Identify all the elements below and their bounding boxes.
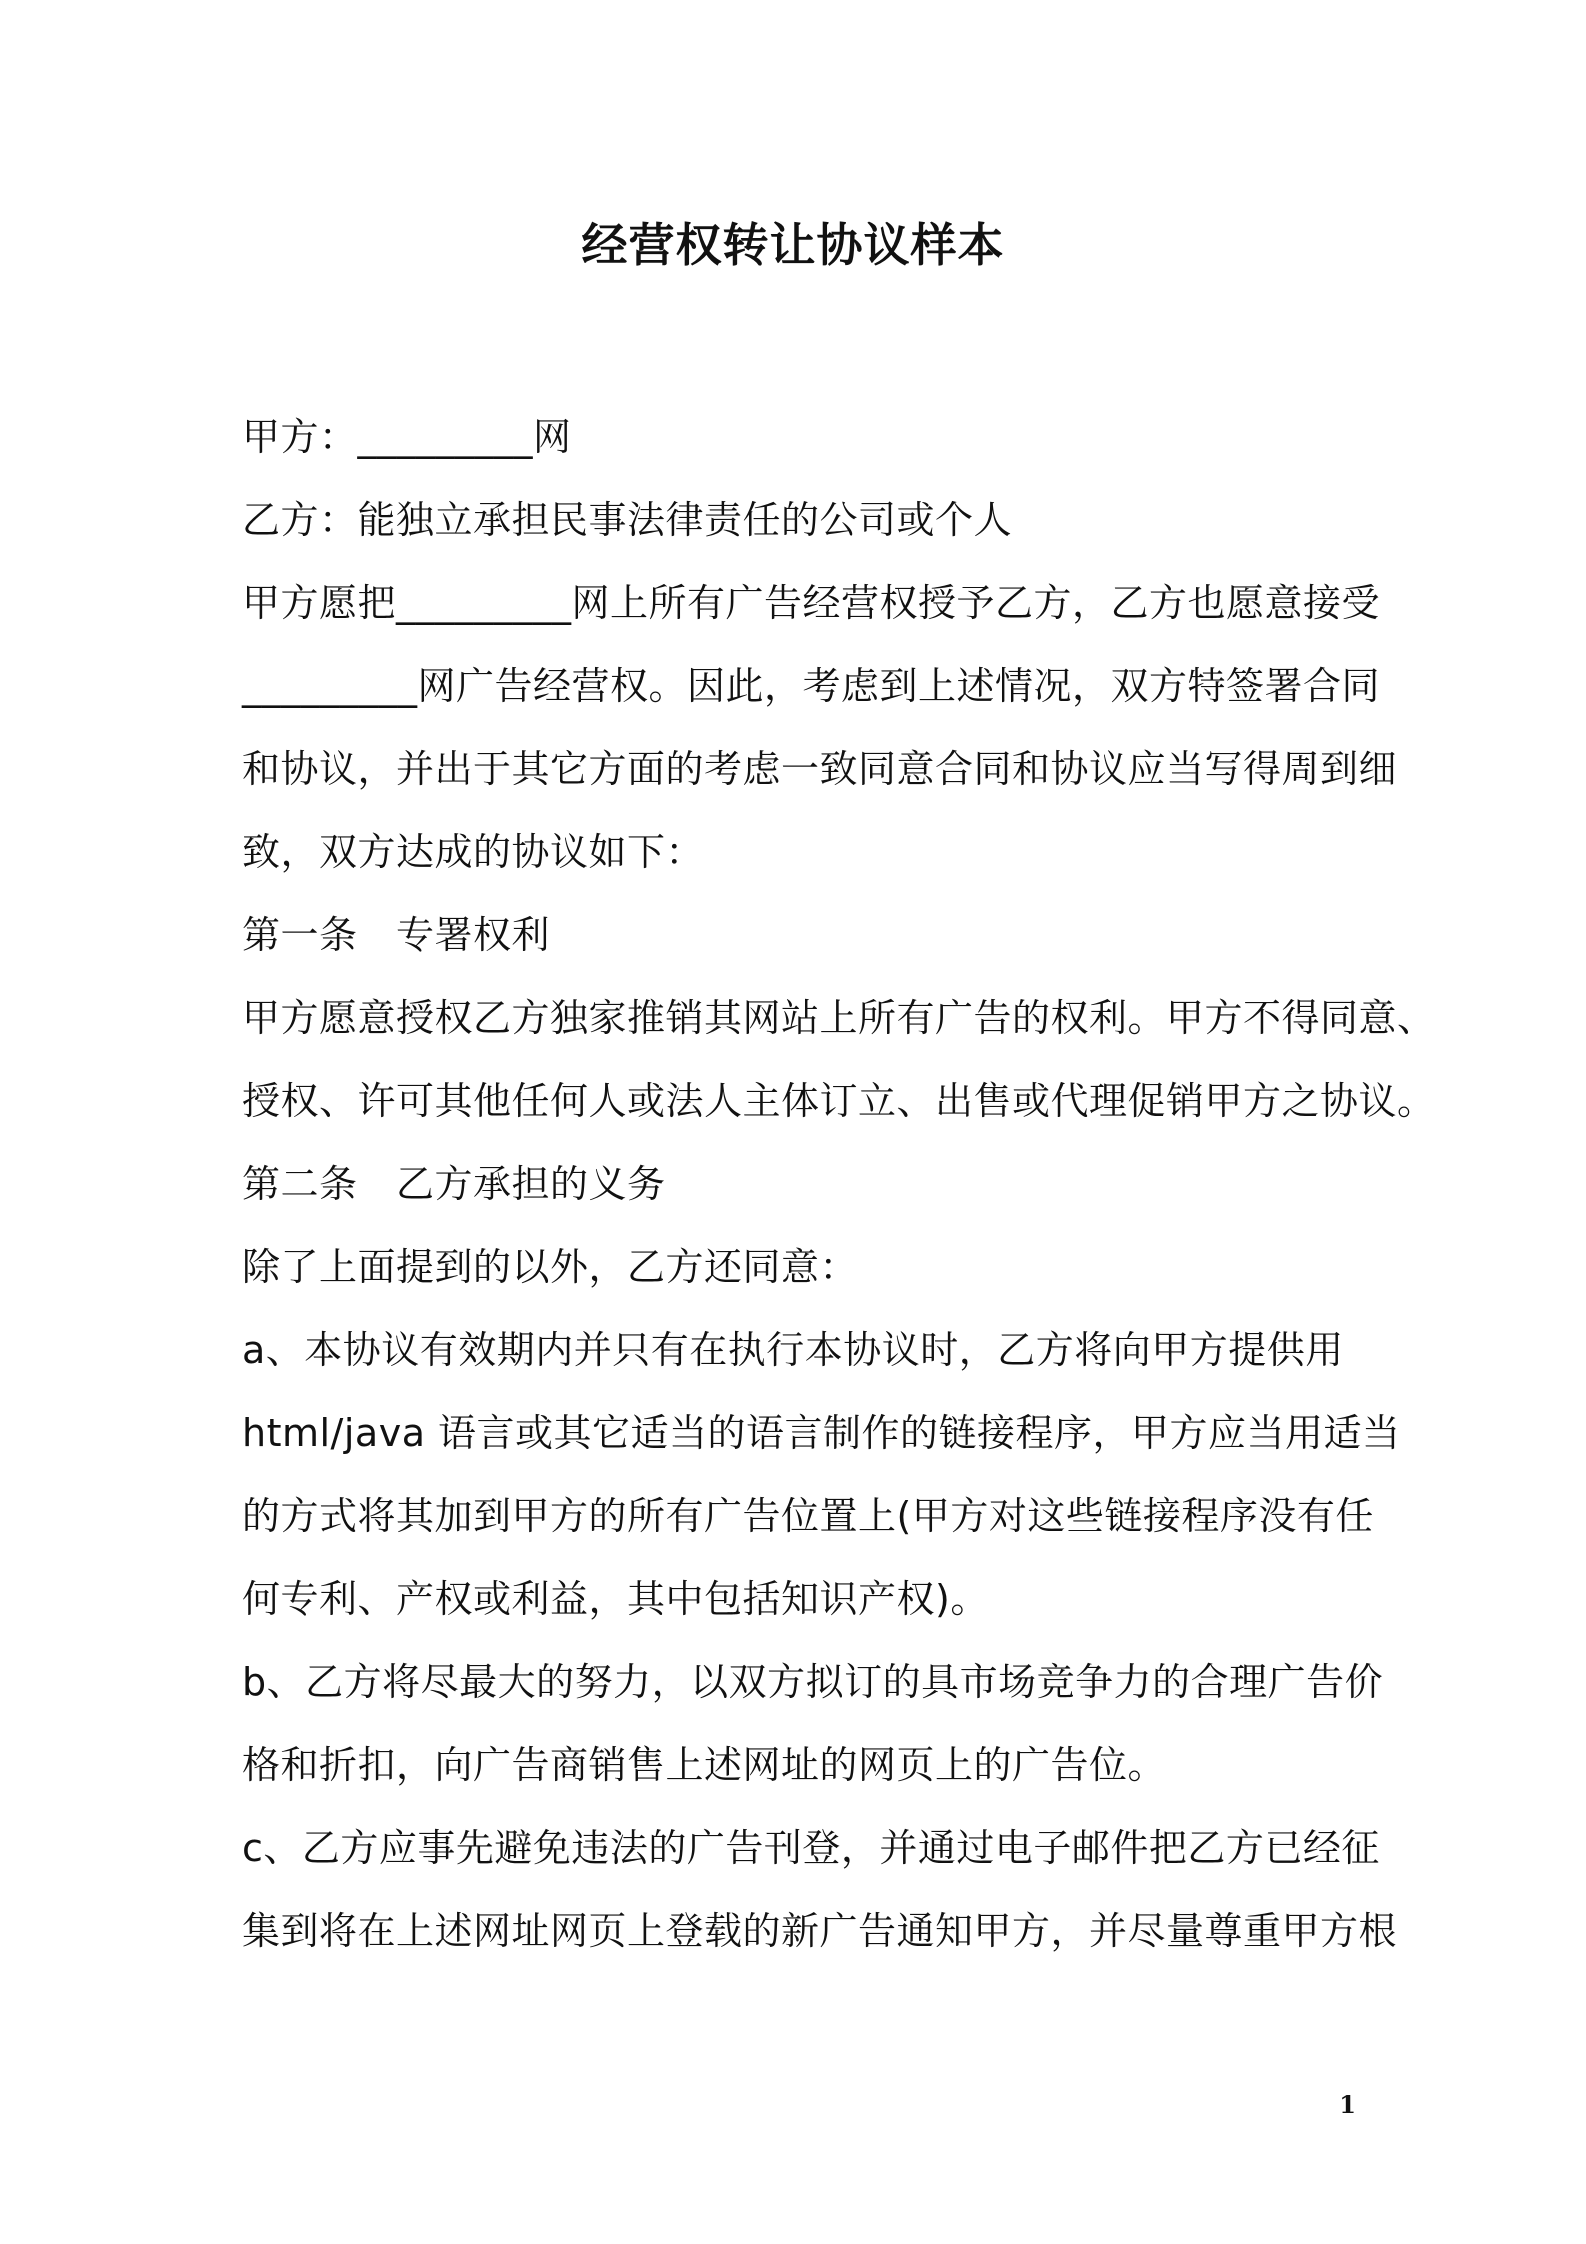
clause-b-line: 格和折扣，向广告商销售上述网址的网页上的广告位。 [242,1743,1167,1787]
intro-paragraph-line: 致，双方达成的协议如下： [242,830,705,874]
party-a-line: 甲方：_________网 [242,415,572,459]
page-number: 1 [1339,2090,1356,2119]
article-one-line: 甲方愿意授权乙方独家推销其网站上所有广告的权利。甲方不得同意、 [242,996,1436,1040]
party-b-line: 乙方：能独立承担民事法律责任的公司或个人 [242,498,1013,542]
clause-b-line: b、乙方将尽最大的努力，以双方拟订的具市场竞争力的合理广告价 [242,1660,1384,1704]
clause-a-line: html/java 语言或其它适当的语言制作的链接程序，甲方应当用适当 [242,1411,1401,1455]
article-one-line: 授权、许可其他任何人或法人主体订立、出售或代理促销甲方之协议。 [242,1079,1436,1123]
document-title: 经营权转让协议样本 [581,218,1005,272]
clause-c-line: c、乙方应事先避免违法的广告刊登，并通过电子邮件把乙方已经征 [242,1826,1380,1870]
clause-a-line: 何专利、产权或利益，其中包括知识产权)。 [242,1577,989,1621]
document-body [242,410,1436,1987]
intro-paragraph-line: _________网广告经营权。因此，考虑到上述情况，双方特签署合同 [242,664,1381,708]
clause-a-line: a、本协议有效期内并只有在执行本协议时，乙方将向甲方提供用 [242,1328,1344,1372]
clause-a-line: 的方式将其加到甲方的所有广告位置上(甲方对这些链接程序没有任 [242,1494,1374,1538]
article-two-heading: 第二条 乙方承担的义务 [242,1162,666,1206]
intro-paragraph-line: 和协议，并出于其它方面的考虑一致同意合同和协议应当写得周到细 [242,747,1398,791]
clause-c-line: 集到将在上述网址网页上登载的新广告通知甲方，并尽量尊重甲方根 [242,1909,1398,1953]
article-one-heading: 第一条 专署权利 [242,913,551,957]
article-two-line: 除了上面提到的以外，乙方还同意： [242,1245,859,1289]
intro-paragraph-line: 甲方愿把_________网上所有广告经营权授予乙方，乙方也愿意接受 [242,581,1381,625]
